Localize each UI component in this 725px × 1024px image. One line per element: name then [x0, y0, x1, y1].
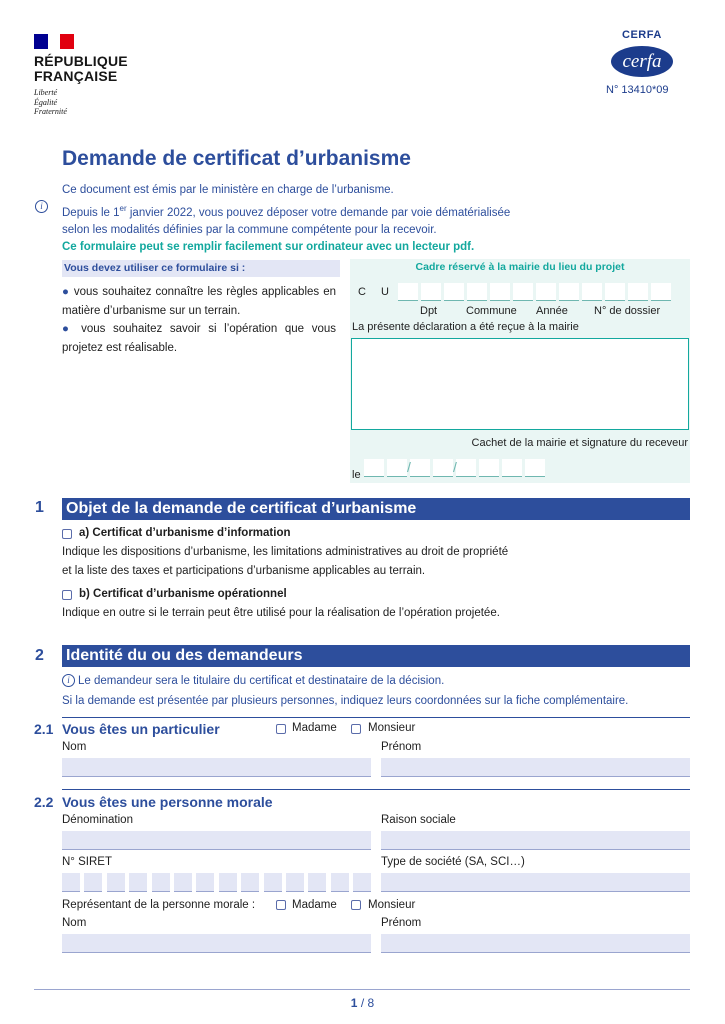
- republic-motto: Liberté Égalité Fraternité: [34, 88, 67, 116]
- footer-divider: [34, 989, 690, 990]
- date-digit-box[interactable]: [479, 459, 499, 477]
- monsieur-checkbox[interactable]: [351, 724, 361, 734]
- date-prefix: le: [352, 469, 361, 481]
- representant-madame-label: Madame: [292, 899, 337, 911]
- cu-letter-box: U: [381, 286, 389, 298]
- cerfa-number: N° 13410*09: [606, 84, 669, 96]
- cu-letter-box: C: [358, 286, 366, 298]
- nom-input[interactable]: [62, 758, 371, 777]
- siret-digit-box[interactable]: [264, 873, 282, 892]
- type-societe-label: Type de société (SA, SCI…): [381, 856, 525, 868]
- representant-madame-checkbox[interactable]: [276, 900, 286, 910]
- monsieur-label: Monsieur: [368, 722, 416, 734]
- date-digit-box[interactable]: [502, 459, 522, 477]
- usage-list: [62, 283, 336, 357]
- representant-monsieur-label: Monsieur: [368, 899, 416, 911]
- option-a-description: Indique les dispositions d’urbanisme, les limitations administratives au droit de propriété et la liste des taxes et participations d’urbanisme applicables au terrain.: [62, 546, 509, 577]
- representant-nom-label: Nom: [62, 917, 87, 929]
- siret-digit-box[interactable]: [107, 873, 125, 892]
- madame-checkbox[interactable]: [276, 724, 286, 734]
- date-separator: /: [407, 459, 411, 475]
- mairie-heading: Cadre réservé à la mairie du lieu du projet: [415, 261, 625, 273]
- received-stamp-area[interactable]: [351, 338, 689, 430]
- siret-label: N° SIRET: [62, 856, 112, 868]
- representant-prenom-label: Prénom: [381, 917, 422, 929]
- info-icon: i: [62, 674, 75, 687]
- flag-red-stripe: [60, 34, 74, 49]
- siret-digit-box[interactable]: [62, 873, 80, 892]
- intro-text: Ce document est émis par le ministère en charge de l’urbanisme. Depuis le 1er janvier 2022, vous pouvez déposer votre demande par voie dématérialisée selon les modalités définies par la commune compétente pour la recevoir. Ce formulaire peut se remplir facilement sur ordinateur avec un lecteur pdf.: [62, 184, 511, 254]
- cerfa-logo: cerfa: [611, 46, 673, 77]
- date-digit-box[interactable]: [364, 459, 384, 477]
- type-societe-input[interactable]: [381, 873, 690, 892]
- denomination-input[interactable]: [62, 831, 371, 850]
- siret-digit-box[interactable]: [152, 873, 170, 892]
- subsection-2-2-number: 2.2: [34, 794, 54, 810]
- usage-heading: Vous devez utiliser ce formulaire si :: [62, 260, 340, 277]
- flag-white-stripe: [48, 34, 60, 49]
- info-icon: i: [35, 200, 48, 213]
- applicant-info: Le demandeur sera le titulaire du certificat et destinataire de la décision.: [78, 675, 445, 687]
- section-2-title: Identité du ou des demandeurs: [62, 645, 690, 667]
- subsection-divider: [62, 717, 690, 718]
- dossier-digit-box[interactable]: [490, 283, 510, 301]
- label-commune: Commune: [466, 305, 517, 317]
- representant-label: Représentant de la personne morale :: [62, 899, 256, 911]
- subsection-divider: [62, 789, 690, 790]
- stamp-signature-label: Cachet de la mairie et signature du receveur: [471, 437, 688, 449]
- section-1-number: 1: [35, 499, 44, 516]
- representant-nom-input[interactable]: [62, 934, 371, 953]
- date-digit-box[interactable]: [456, 459, 476, 477]
- subsection-2-1-title: Vous êtes un particulier: [62, 721, 220, 737]
- representant-prenom-input[interactable]: [381, 934, 690, 953]
- usage-item: ● vous souhaitez connaître les règles applicables en matière d’urbanisme sur un terrain.: [62, 286, 337, 317]
- subsection-2-2-title: Vous êtes une personne morale: [62, 794, 273, 810]
- received-label: La présente déclaration a été reçue à la mairie: [352, 321, 579, 333]
- dossier-digit-box[interactable]: [421, 283, 441, 301]
- siret-digit-box[interactable]: [308, 873, 326, 892]
- prenom-input[interactable]: [381, 758, 690, 777]
- siret-digit-box[interactable]: [241, 873, 259, 892]
- applicant-info-multiple: Si la demande est présentée par plusieurs personnes, indiquez leurs coordonnées sur la fiche complémentaire.: [62, 695, 629, 707]
- dossier-digit-box[interactable]: [513, 283, 533, 301]
- denomination-label: Dénomination: [62, 814, 133, 826]
- date-separator: /: [453, 459, 457, 475]
- dossier-digit-box[interactable]: [559, 283, 579, 301]
- label-dossier: N° de dossier: [594, 305, 661, 317]
- label-dpt: Dpt: [420, 305, 438, 317]
- siret-digit-box[interactable]: [84, 873, 102, 892]
- siret-digit-box[interactable]: [196, 873, 214, 892]
- dossier-digit-box[interactable]: [628, 283, 648, 301]
- dossier-digit-box[interactable]: [467, 283, 487, 301]
- representant-monsieur-checkbox[interactable]: [351, 900, 361, 910]
- option-b-checkbox[interactable]: [62, 590, 72, 600]
- section-1-title: Objet de la demande de certificat d’urbanisme: [62, 498, 690, 520]
- french-flag-logo: [34, 34, 74, 49]
- siret-digit-box[interactable]: [174, 873, 192, 892]
- date-digit-box[interactable]: [387, 459, 407, 477]
- dossier-digit-box[interactable]: [536, 283, 556, 301]
- usage-item: ● vous souhaitez savoir si l’opération que vous projetez est réalisable.: [62, 323, 336, 354]
- nom-label: Nom: [62, 741, 87, 753]
- date-digit-box[interactable]: [525, 459, 545, 477]
- section-2-number: 2: [35, 647, 44, 664]
- siret-digit-box[interactable]: [331, 873, 349, 892]
- page-title: Demande de certificat d’urbanisme: [62, 147, 411, 170]
- option-a-label: a) Certificat d’urbanisme d’information: [79, 527, 291, 539]
- flag-blue-stripe: [34, 34, 48, 49]
- siret-digit-box[interactable]: [219, 873, 237, 892]
- madame-label: Madame: [292, 722, 337, 734]
- option-b-description: Indique en outre si le terrain peut être utilisé pour la réalisation de l’opération projetée.: [62, 607, 500, 619]
- dossier-digit-box[interactable]: [398, 283, 418, 301]
- dossier-digit-box[interactable]: [651, 283, 671, 301]
- date-digit-box[interactable]: [433, 459, 453, 477]
- date-digit-box[interactable]: [410, 459, 430, 477]
- raison-sociale-label: Raison sociale: [381, 814, 456, 826]
- mairie-reserved-frame: [350, 259, 690, 483]
- siret-digit-box[interactable]: [286, 873, 304, 892]
- label-annee: Année: [536, 305, 568, 317]
- option-b-label: b) Certificat d’urbanisme opérationnel: [79, 588, 287, 600]
- siret-digit-box[interactable]: [129, 873, 147, 892]
- dossier-digit-box[interactable]: [582, 283, 602, 301]
- page-number: 1 / 8: [350, 996, 375, 1010]
- prenom-label: Prénom: [381, 741, 422, 753]
- raison-sociale-input[interactable]: [381, 831, 690, 850]
- dossier-digit-box[interactable]: [605, 283, 625, 301]
- option-a-checkbox[interactable]: [62, 529, 72, 539]
- republic-name: RÉPUBLIQUE FRANÇAISE: [34, 53, 128, 84]
- dossier-digit-box[interactable]: [444, 283, 464, 301]
- cerfa-label: CERFA: [622, 29, 662, 41]
- subsection-2-1-number: 2.1: [34, 721, 54, 737]
- siret-digit-box[interactable]: [353, 873, 371, 892]
